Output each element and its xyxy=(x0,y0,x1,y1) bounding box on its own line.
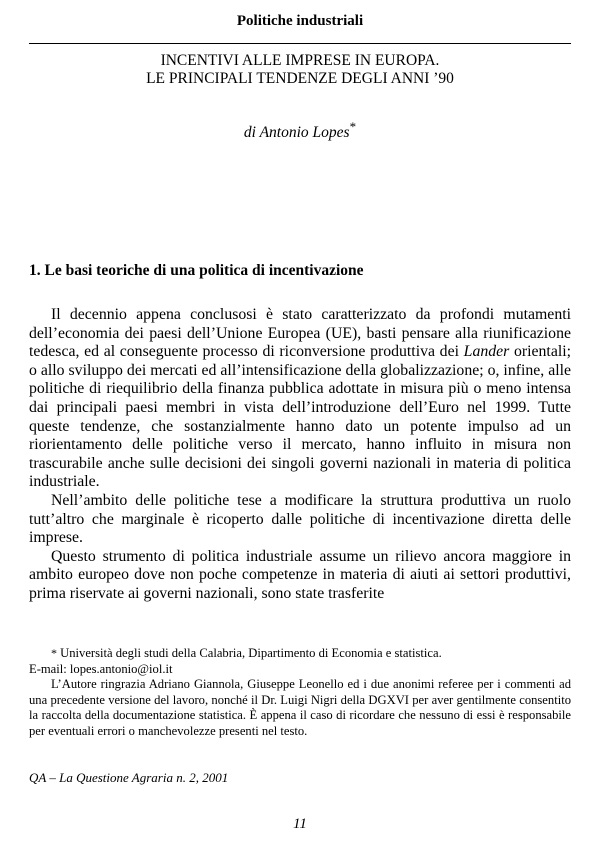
journal-citation: QA – La Questione Agraria n. 2, 2001 xyxy=(29,770,229,785)
footnotes xyxy=(29,646,571,740)
article-title xyxy=(29,52,571,88)
emphasis-lander: Lander xyxy=(463,343,510,361)
header-rule xyxy=(29,43,571,44)
page-number: 11 xyxy=(293,816,307,832)
author-name: di Antonio Lopes xyxy=(243,124,350,142)
footnote-email[interactable]: E-mail: lopes.antonio@iol.it xyxy=(29,661,173,676)
footnote-mark: * xyxy=(51,646,57,660)
footnote-acknowledgement: L’Autore ringrazia Adriano Giannola, Giuseppe Leonello ed i due anonimi referee per i commenti ad una precedente versione del lavoro, nonché il Dr. Luigi Nigri della DGXVI per aver gentilmente consentito la raccolta della documentazione statistica. È appena il caso di ricordare che nessuno di essi è responsabile per eventuali errori o manchevolezze presenti nel testo. xyxy=(29,677,571,738)
section-heading: 1. Le basi teoriche di una politica di incentivazione xyxy=(29,262,364,279)
title-line-2: LE PRINCIPALI TENDENZE DEGLI ANNI ’90 xyxy=(146,70,454,87)
paragraph-3: Questo strumento di politica industriale assume un rilievo ancora maggiore in ambito europeo dove non poche competenze in materia di aiuti ai settori produttivi, prima riservate ai governi nazionali, sono state trasferite xyxy=(29,547,571,602)
paragraph-1-text-b: orientali; o allo sviluppo dei mercati ed all’intensificazione della globalizzazione; o, infine, alle politiche di riequilibrio della finanza pubblica adottate in misura più o meno intensa dai principali paesi membri in vista dell’introduzione dell’Euro nel 1999. Tutte queste tendenze, che sostanzialmente hanno dato un potente impulso ad un riorientamento delle politiche verso il mercato, hanno influito in misura non trascurabile anche sulle decisioni dei singoli governi nazionali in materia di politica industriale. xyxy=(29,343,571,491)
author-line xyxy=(29,118,571,142)
paragraph-1-text-a: Il decennio appena conclusosi è stato caratterizzato da profondi mutamenti dell’economia dei paesi dell’Unione Europea (UE), basti pensare alla riunificazione tedesca, ed al conseguente processo di riconversione produttiva dei xyxy=(29,306,571,361)
paragraph-2: Nell’ambito delle politiche tese a modificare la struttura produttiva un ruolo tutt’altro che marginale è ricoperto dalle politiche di incentivazione diretta delle imprese. xyxy=(29,491,571,547)
title-line-1: INCENTIVI ALLE IMPRESE IN EUROPA. xyxy=(160,52,440,69)
author-footnote-mark[interactable]: * xyxy=(349,119,357,134)
running-head: Politiche industriali xyxy=(236,13,364,29)
footnote-affiliation xyxy=(29,646,571,662)
body-text xyxy=(29,306,571,604)
affiliation-text: Università degli studi della Calabria, Dipartimento di Economia e statistica. xyxy=(60,646,442,660)
paragraph-1 xyxy=(29,306,571,492)
